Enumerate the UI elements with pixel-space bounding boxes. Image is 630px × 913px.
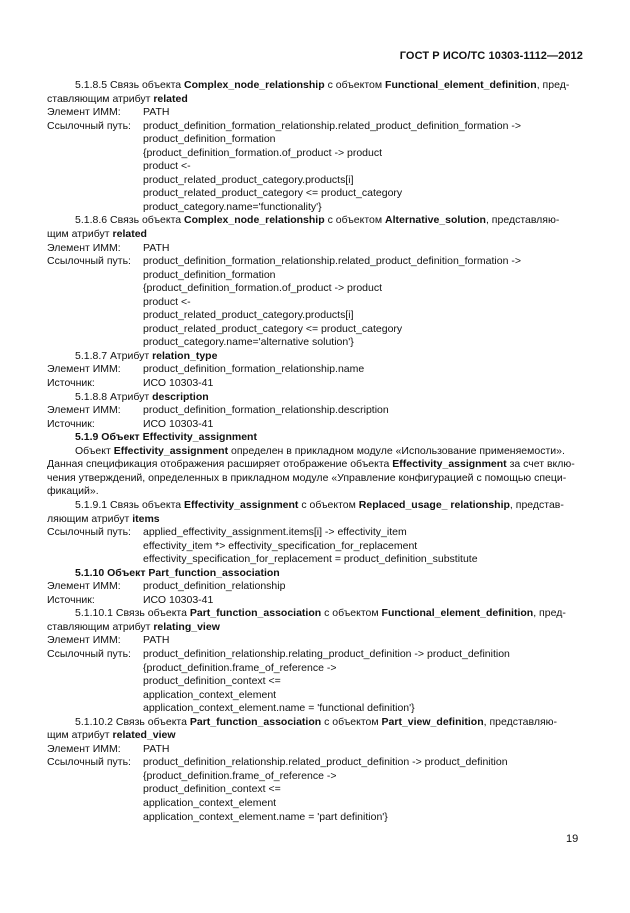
document-header: ГОСТ Р ИСО/ТС 10303-1112—2012 <box>399 50 583 62</box>
mim-element-row: Элемент ИММ: PATH <box>47 742 170 755</box>
source-row: Источник: ИСО 10303-41 <box>47 593 214 606</box>
reference-path: applied_effectivity_assignment.items[i] -> effectivity_item effectivity_item *> effectivity_specification_for_replacement effectivity_specification_for_replacement = product_definition_substitute <box>143 526 478 566</box>
reference-path: product_definition_formation_relationship.related_product_definition_formation -> product_definition_formation {product_definition_formation.of_product -> product product <- product_related_product_category.products[i] product_related_product_category <= product_category product_category.name='functionality'} <box>143 119 521 213</box>
mim-element-row: Элемент ИММ: product_definition_relationship <box>47 580 286 593</box>
section-5-1-9-paragraph-line: фикаций». <box>47 485 99 498</box>
clause-5-1-8-8-heading: 5.1.8.8 Атрибут description <box>75 390 209 403</box>
section-5-1-9-heading: 5.1.9 Объект Effectivity_assignment <box>75 431 257 444</box>
clause-5-1-10-2-heading: 5.1.10.2 Связь объекта Part_function_association с объектом Part_view_definition, представляю- <box>75 715 558 728</box>
clause-5-1-10-1-continuation: ставляющим атрибут relating_view <box>47 620 220 633</box>
reference-path: product_definition_relationship.relating_product_definition -> product_definition {product_definition.frame_of_reference -> product_definition_context <= application_context_element application_context_element.name = 'functional definition'} <box>143 647 510 715</box>
clause-5-1-9-1-continuation: ляющим атрибут items <box>47 512 160 525</box>
mim-element-row: Элемент ИММ: PATH <box>47 241 170 254</box>
reference-path-row: Ссылочный путь: product_definition_relationship.related_product_definition -> product_definition {product_definition.frame_of_reference -> product_definition_context <= application_context_element application_context_element.name = 'part definition'} <box>47 756 584 824</box>
reference-path: product_definition_formation_relationship.related_product_definition_formation -> product_definition_formation {product_definition_formation.of_product -> product product <- product_related_product_category.products[i] product_related_product_category <= product_category product_category.name='alternative solution'} <box>143 255 521 349</box>
source-row: Источник: ИСО 10303-41 <box>47 377 214 390</box>
reference-path-row: Ссылочный путь: product_definition_formation_relationship.related_product_definition_formation -> product_definition_formation {product_definition_formation.of_product -> product product <- product_related_product_category.products[i] product_related_product_category <= product_category product_category.name='functionality'} <box>47 120 584 215</box>
reference-path-row: Ссылочный путь: applied_effectivity_assignment.items[i] -> effectivity_item effectivity_item *> effectivity_specification_for_replacement effectivity_specification_for_replacement = product_definition_substitute <box>47 526 584 567</box>
source-row: Источник: ИСО 10303-41 <box>47 417 214 430</box>
mim-element-row: Элемент ИММ: product_definition_formation_relationship.name <box>47 363 365 376</box>
section-5-1-9-paragraph-line: Данная спецификация отображения расширяет отображение объекта Effectivity_assignment за счет вклю- <box>47 458 575 471</box>
clause-5-1-8-6-heading: 5.1.8.6 Связь объекта Complex_node_relationship с объектом Alternative_solution, представляю- <box>75 214 560 227</box>
section-5-1-10-heading: 5.1.10 Объект Part_function_association <box>75 566 280 579</box>
reference-path: product_definition_relationship.related_product_definition -> product_definition {product_definition.frame_of_reference -> product_definition_context <= application_context_element application_context_element.name = 'part definition'} <box>143 756 508 823</box>
document-body <box>47 79 584 824</box>
section-5-1-9-paragraph-line: Объект Effectivity_assignment определен в прикладном модуле «Использование применяемости». <box>75 444 565 457</box>
clause-5-1-8-6-continuation: щим атрибут related <box>47 228 147 241</box>
clause-5-1-8-7-heading: 5.1.8.7 Атрибут relation_type <box>75 349 218 362</box>
clause-5-1-8-5-continuation: ставляющим атрибут related <box>47 92 188 105</box>
reference-path-row: Ссылочный путь: product_definition_relationship.relating_product_definition -> product_definition {product_definition.frame_of_reference -> product_definition_context <= application_context_element application_context_element.name = 'functional definition'} <box>47 648 584 716</box>
mim-element-row: Элемент ИММ: product_definition_formation_relationship.description <box>47 404 389 417</box>
clause-5-1-10-2-continuation: щим атрибут related_view <box>47 729 176 742</box>
mim-element-row: Элемент ИММ: PATH <box>47 634 170 647</box>
reference-path-row: Ссылочный путь: product_definition_formation_relationship.related_product_definition_formation -> product_definition_formation {product_definition_formation.of_product -> product product <- product_related_product_category.products[i] product_related_product_category <= product_category product_category.name='alternative solution'} <box>47 255 584 350</box>
clause-5-1-10-1-heading: 5.1.10.1 Связь объекта Part_function_association с объектом Functional_element_definition, пред- <box>75 607 566 620</box>
clause-5-1-9-1-heading: 5.1.9.1 Связь объекта Effectivity_assignment с объектом Replaced_usage_ relationship, представ- <box>75 498 564 511</box>
clause-5-1-8-5-heading: 5.1.8.5 Связь объекта Complex_node_relationship с объектом Functional_element_definition, пред- <box>75 79 570 91</box>
mim-element-row: Элемент ИММ: PATH <box>47 106 170 119</box>
section-5-1-9-paragraph-line: чения утверждений, определенных в прикладном модуле «Управление конфигурацией с помощью специ- <box>47 471 567 484</box>
page-number: 19 <box>566 833 579 845</box>
